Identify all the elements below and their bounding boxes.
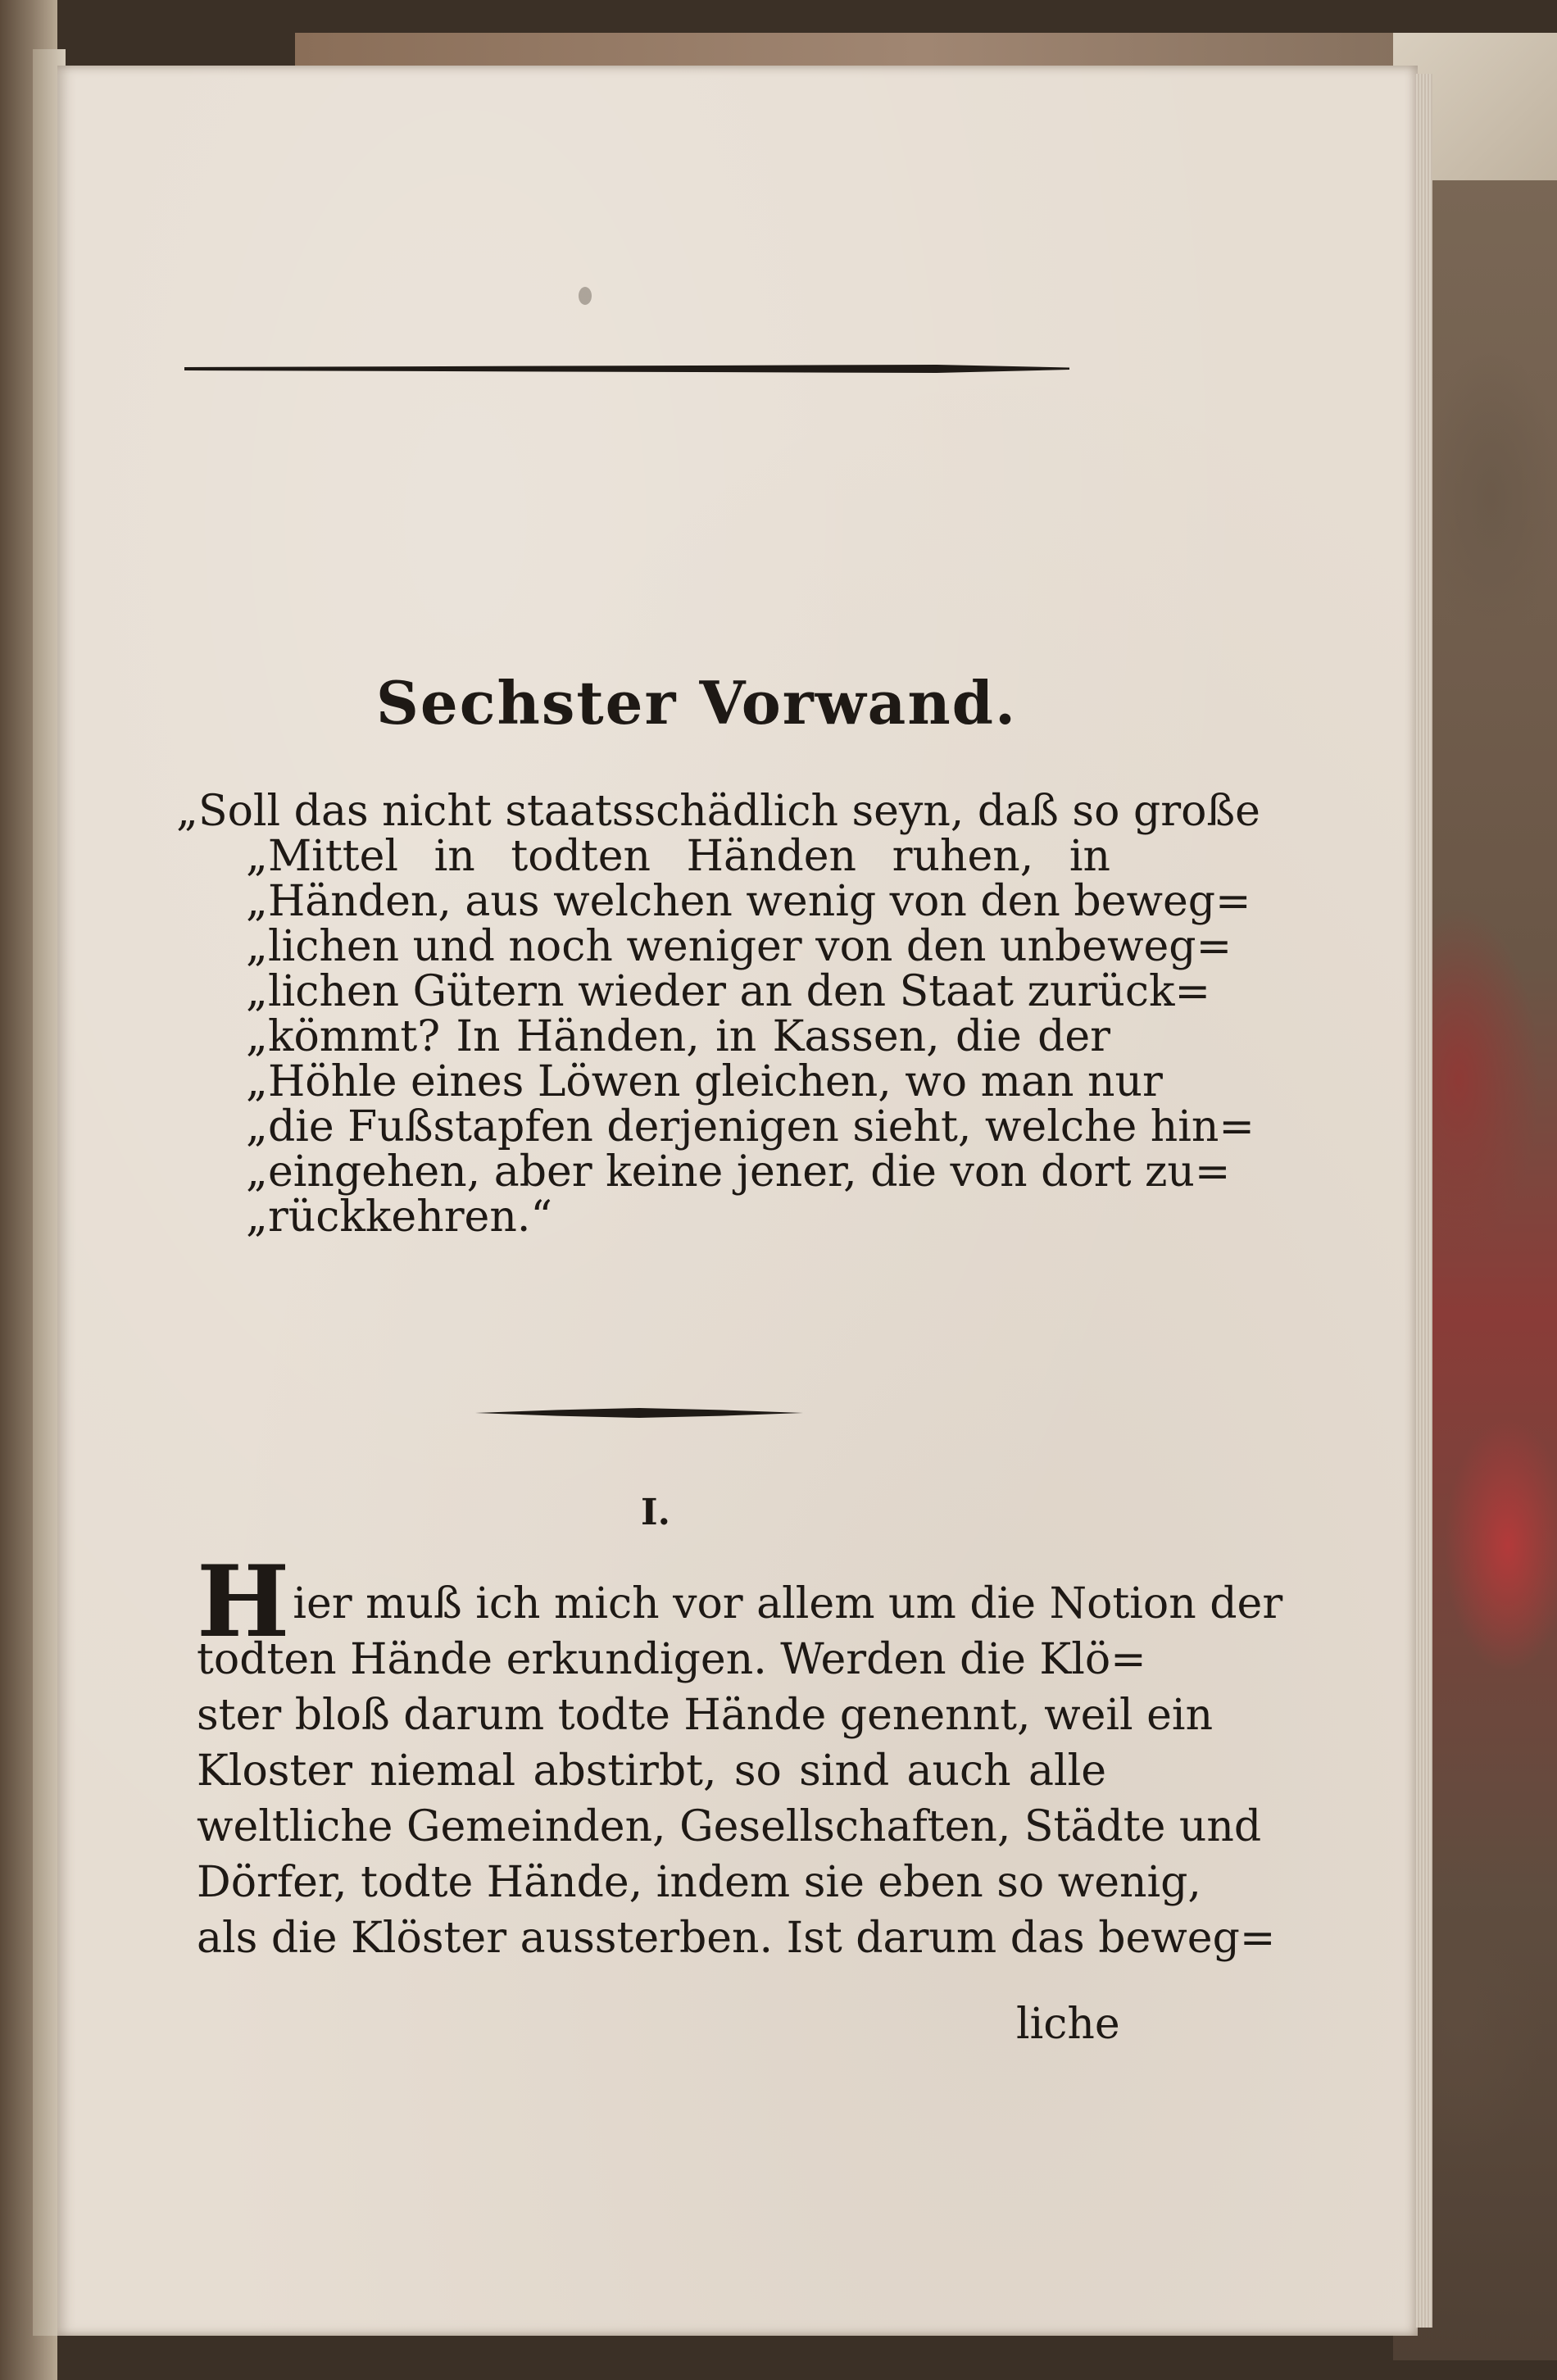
ink-dot (579, 287, 592, 305)
quote-line: „die Fußstapfen derjenigen sieht, welche hin= (246, 1102, 1255, 1151)
chapter-heading: Sechster Vorwand. (375, 668, 1018, 738)
body-line: Kloster niemal abstirbt, so sind auch alle (197, 1746, 1106, 1796)
quote-line: „lichen Gütern wieder an den Staat zurück= (246, 967, 1211, 1016)
catchword: liche (1016, 2000, 1120, 2049)
drop-cap: H (197, 1544, 290, 1660)
quote-line: „Mittel in todten Händen ruhen, in (246, 832, 1110, 881)
body-line: weltliche Gemeinden, Gesellschaften, Städte und (197, 1802, 1262, 1851)
body-line-1-text: ier muß ich mich vor allem um die Notion der (293, 1579, 1283, 1628)
quote-line: „Soll das nicht staatsschädlich seyn, daß so große (176, 787, 1260, 836)
body-line: Dörfer, todte Hände, indem sie eben so wenig, (197, 1858, 1201, 1907)
quote-line: „kömmt? In Händen, in Kassen, die der (246, 1012, 1110, 1061)
quote-line: „rückkehren.“ (246, 1192, 552, 1242)
quote-line: „Händen, aus welchen wenig von den beweg= (246, 877, 1251, 926)
body-line: als die Klöster aussterben. Ist darum das beweg= (197, 1914, 1276, 1963)
page-stack-edge (1416, 74, 1432, 2328)
body-line: todten Hände erkundigen. Werden die Klö= (197, 1635, 1146, 1684)
quote-line: „lichen und noch weniger von den unbeweg= (246, 922, 1232, 971)
quote-line: „eingehen, aber keine jener, die von dort zu= (246, 1147, 1231, 1197)
quote-line: „Höhle eines Löwen gleichen, wo man nur (246, 1057, 1163, 1106)
section-number: I. (641, 1492, 670, 1533)
body-line: ster bloß darum todte Hände genennt, weil ein (197, 1691, 1214, 1740)
